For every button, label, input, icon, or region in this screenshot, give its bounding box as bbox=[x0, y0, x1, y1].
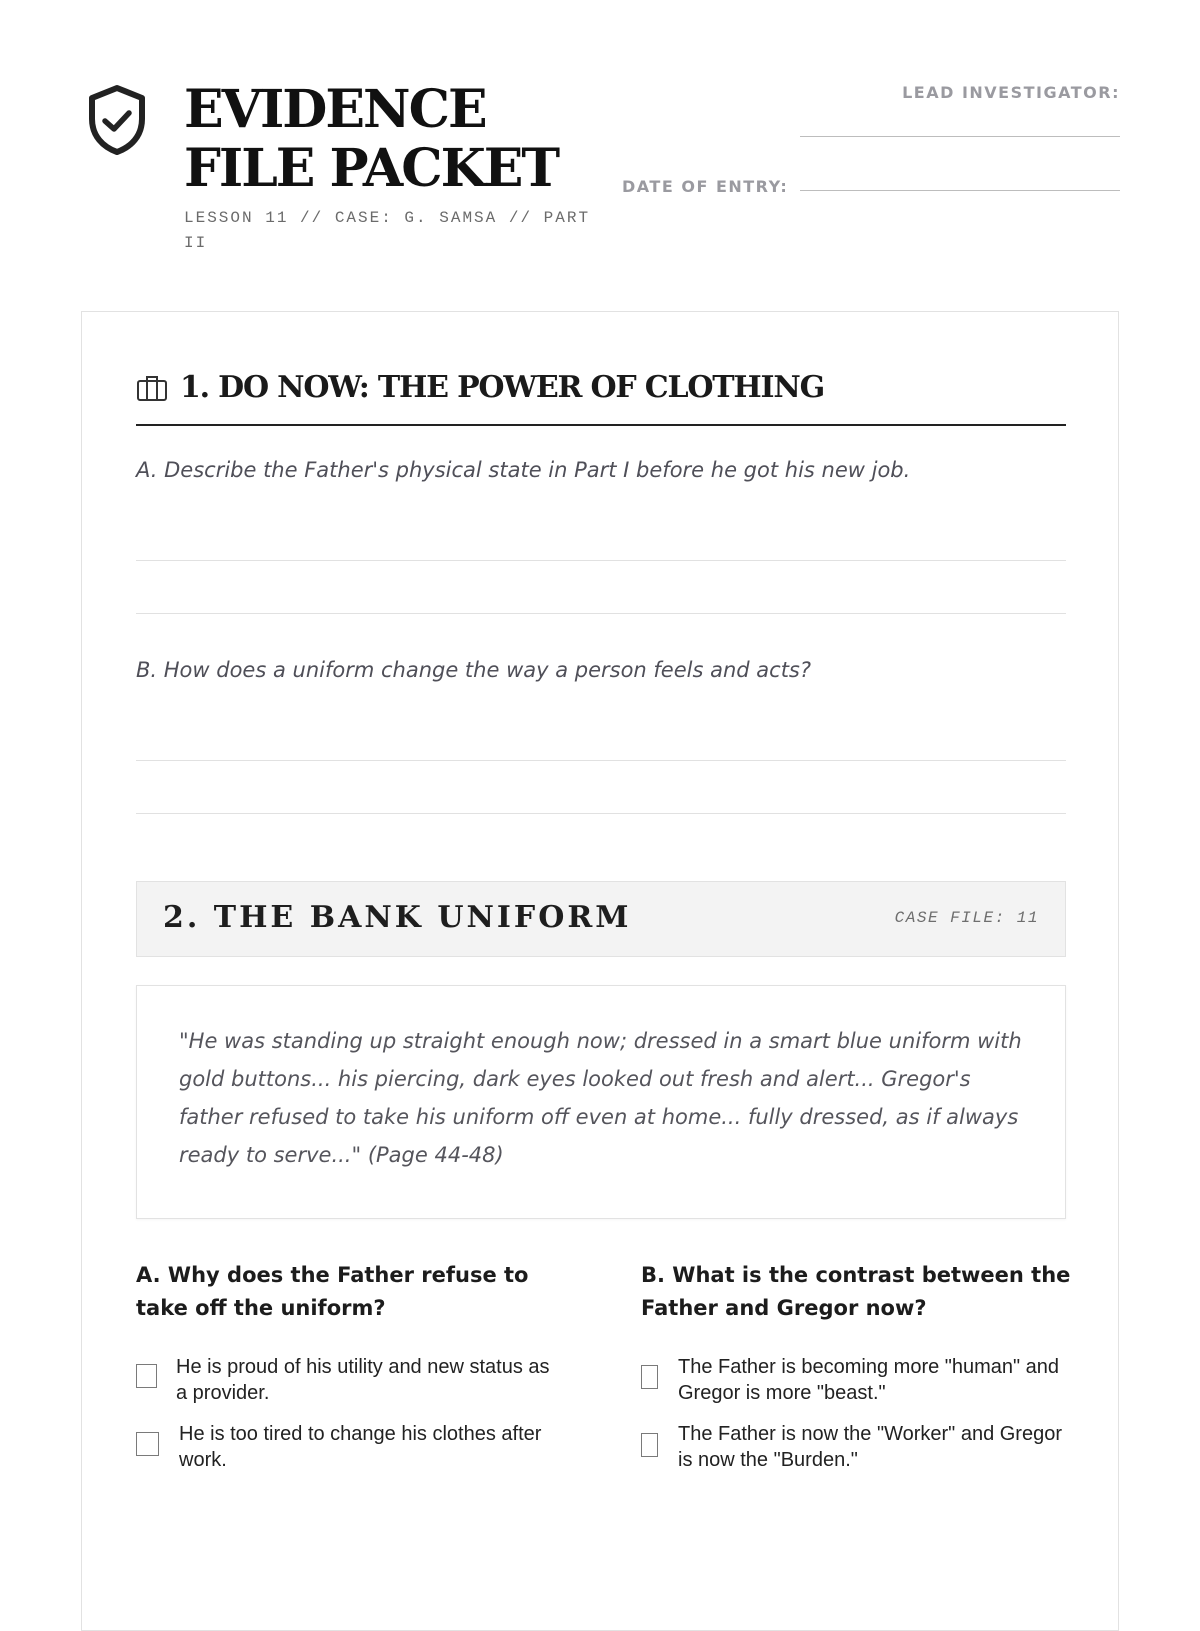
option-checkbox[interactable] bbox=[641, 1365, 658, 1389]
answer-line[interactable] bbox=[136, 813, 1066, 814]
prompt-a: A. Describe the Father's physical state in Part I before he got his new job. bbox=[136, 458, 911, 482]
quote-text: "He was standing up straight enough now; dressed in a smart blue uniform with gold buttons... his piercing, dark eyes looked out fresh and alert... Gregor's father refused to take his uniform off even at home... fully dressed, as if always ready to serve..." (Page 44-48) bbox=[179, 1029, 1022, 1167]
option-label: The Father is now the "Worker" and Gregor is now the "Burden." bbox=[678, 1423, 1062, 1471]
section-1-header bbox=[136, 368, 1066, 426]
lead-investigator-label: LEAD INVESTIGATOR: bbox=[902, 83, 1120, 102]
answer-line[interactable] bbox=[136, 613, 1066, 614]
briefcase-icon bbox=[136, 374, 168, 402]
section-2-title: 2. THE BANK UNIFORM bbox=[163, 900, 632, 935]
question-b-heading: B. What is the contrast between the Father and Gregor now? bbox=[641, 1263, 1071, 1320]
section-2-header bbox=[136, 881, 1066, 957]
date-of-entry-label: DATE OF ENTRY: bbox=[622, 177, 789, 196]
answer-line[interactable] bbox=[136, 560, 1066, 561]
quote-box bbox=[136, 985, 1066, 1219]
lesson-subtitle: LESSON 11 // CASE: G. SAMSA // PART II bbox=[184, 209, 591, 252]
packet-header bbox=[0, 0, 1200, 300]
option-checkbox[interactable] bbox=[136, 1364, 157, 1388]
option-label: He is proud of his utility and new status as a provider. bbox=[176, 1356, 550, 1404]
option-checkbox[interactable] bbox=[136, 1432, 159, 1456]
answer-line[interactable] bbox=[136, 760, 1066, 761]
option-label: The Father is becoming more "human" and Gregor is more "beast." bbox=[678, 1356, 1060, 1404]
question-a-heading: A. Why does the Father refuse to take off the uniform? bbox=[136, 1263, 529, 1320]
case-file-tag: CASE FILE: 11 bbox=[894, 909, 1039, 927]
option-checkbox[interactable] bbox=[641, 1433, 658, 1457]
shield-check-icon bbox=[86, 84, 148, 156]
option-label: He is too tired to change his clothes after work. bbox=[179, 1423, 542, 1471]
prompt-b: B. How does a uniform change the way a person feels and acts? bbox=[136, 658, 812, 682]
date-of-entry-field[interactable] bbox=[800, 190, 1120, 191]
lead-investigator-field[interactable] bbox=[800, 136, 1120, 137]
section-1-title: 1. DO NOW: THE POWER OF CLOTHING bbox=[180, 370, 825, 405]
page-title: EVIDENCE FILE PACKET bbox=[184, 79, 559, 199]
